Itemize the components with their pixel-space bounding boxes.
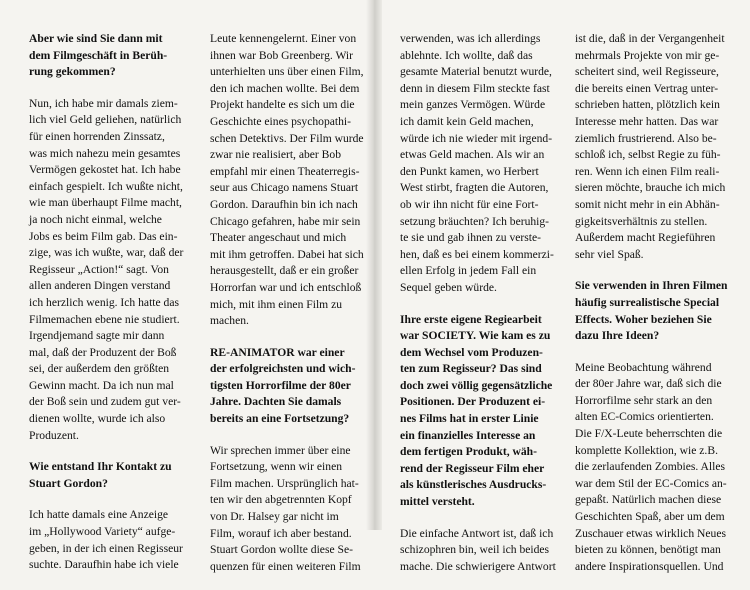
text-line: somit nicht mehr in ein Abhän- <box>575 197 720 211</box>
text-line: ich damit kein Geld machen, <box>400 114 534 128</box>
text-line: sei, der außerdem den größten <box>29 362 170 376</box>
text-line: mehrmals Projekte von mir ge- <box>575 48 720 62</box>
text-line: nes Films hat in erster Linie <box>400 412 539 426</box>
text-line: komplette Kollektion, wie z.B. <box>575 443 718 457</box>
text-line: Chicago gefahren, habe mir sein <box>210 214 361 228</box>
column-2 <box>210 31 372 590</box>
text-line: Gordon. Daraufhin bin ich nach <box>210 197 358 211</box>
text-line: allen anderen Dingen verstand <box>29 279 171 293</box>
text-line: andere Inspirationsquellen. Und <box>575 559 724 573</box>
text-line: der erfolgreichsten und wich- <box>210 362 356 376</box>
text-line: etwas Geld machen. Als wir an <box>400 148 545 162</box>
text-line: Horrorfan war und ich entschloß <box>210 280 362 294</box>
text-line: zige, was ich wußte, war, daß der <box>29 246 184 260</box>
text-line: war dem Stil der EC-Comics an- <box>575 476 727 490</box>
column-3 <box>400 31 562 590</box>
text-line: doch zwei völlig gegensätzliche <box>400 378 553 392</box>
answer-paragraph <box>575 360 737 576</box>
text-line: im „Hollywood Variety“ aufge- <box>29 525 176 539</box>
text-line: mache. Die schwierigere Antwort <box>400 559 556 573</box>
question-paragraph <box>210 345 372 428</box>
text-line: ihnen war Bob Greenberg. Wir <box>210 48 354 62</box>
text-line: Film, worauf ich aber bestand. <box>210 526 352 540</box>
text-line: Irgendjemand sagte mir dann <box>29 329 165 343</box>
answer-paragraph <box>210 31 372 330</box>
text-line: dazu Ihre Ideen? <box>575 329 660 343</box>
text-line: Meine Beobachtung während <box>575 360 712 374</box>
text-line: denn in diesem Film steckte fast <box>400 81 550 95</box>
text-line: seur aus Chicago namens Stuart <box>210 181 359 195</box>
text-line: dem Filmgeschäft in Berüh- <box>29 48 168 62</box>
text-line: Theater angeschaut und mich <box>210 231 347 245</box>
text-line: Gewinn macht. Da ich nun mal <box>29 378 174 392</box>
question-paragraph <box>400 312 562 511</box>
text-line: Film machen. Ursprünglich hat- <box>210 476 359 490</box>
text-line: hen, daß es bei einem kommerzi- <box>400 247 554 261</box>
text-line: unterhielten uns über einen Film, <box>210 65 364 79</box>
text-line: schloß ich, selbst Regie zu füh- <box>575 148 721 162</box>
text-line: ten zum Regisseur? Das sind <box>400 362 542 376</box>
text-line: empfahl mir einen Theaterregis- <box>210 164 360 178</box>
question-paragraph <box>29 31 191 81</box>
text-line: Produzent. <box>29 428 79 442</box>
text-line: Zuschauer etwas wirklich Neues <box>575 526 726 540</box>
text-line: scheitert sind, weil Regisseure, <box>575 65 719 79</box>
text-line: ren. Wenn ich einen Film reali- <box>575 164 720 178</box>
answer-paragraph <box>575 31 737 263</box>
text-line: zwar nie realisiert, aber Bob <box>210 148 342 162</box>
text-line: mal, daß der Produzent der Boß <box>29 345 177 359</box>
text-line: ja noch nicht einmal, welche <box>29 212 162 226</box>
text-line: Die F/X-Leute beherrschten die <box>575 427 723 441</box>
text-line: Horrorfilme sehr stark an den <box>575 393 713 407</box>
text-line: Filmemachen ebene nie studiert. <box>29 312 180 326</box>
text-line: rung gekommen? <box>29 65 116 79</box>
answer-paragraph <box>29 507 191 573</box>
text-line: Ich hatte damals eine Anzeige <box>29 508 169 522</box>
text-line: geben, in der ich einen Regisseur <box>29 541 183 555</box>
text-line: einfach gespielt. Ich wußte nicht, <box>29 179 183 193</box>
text-line: bieten zu können, benötigt man <box>575 543 721 557</box>
text-line: Fortsetzung, wenn wir einen <box>210 460 343 474</box>
text-line: Interesse mehr hatten. Das war <box>575 114 719 128</box>
text-line: würde ich nie wieder mit irgend- <box>400 131 553 145</box>
text-line: dem fertigen Produkt, wäh- <box>400 445 537 459</box>
column-4 <box>575 31 737 590</box>
text-line: von Dr. Halsey gar nicht im <box>210 510 339 524</box>
text-line: wie man überhaupt Filme macht, <box>29 196 182 210</box>
question-paragraph <box>575 278 737 344</box>
text-line: ablehnte. Ich wollte, daß das <box>400 48 533 62</box>
text-line: Wie entstand Ihr Kontakt zu <box>29 460 172 474</box>
text-line: verwenden, was ich allerdings <box>400 32 541 45</box>
question-paragraph <box>29 459 191 492</box>
text-line: Vermögen gekostet hat. Ich habe <box>29 163 181 177</box>
text-line: gesamte Material benutzt wurde, <box>400 65 552 79</box>
text-line: ein finanzielles Interesse an <box>400 428 536 442</box>
text-line: sieren möchte, brauche ich mich <box>575 181 726 195</box>
text-line: die bereits einen Vertrag unter- <box>575 81 719 95</box>
text-line: lich viel Geld geliehen, natürlich <box>29 113 182 127</box>
text-line: schrieben hatten, plötzlich kein <box>575 98 720 112</box>
text-line: ziemlich frustrierend. Also be- <box>575 131 717 145</box>
text-line: schen Detektivs. Der Film wurde <box>210 131 364 145</box>
text-line: für einen horrenden Zinssatz, <box>29 129 165 143</box>
text-line: Leute kennengelernt. Einer von <box>210 32 357 45</box>
text-line: bereits an eine Fortsetzung? <box>210 412 350 426</box>
answer-paragraph <box>400 526 562 576</box>
text-line: Geschichten Spaß, aber um dem <box>575 510 725 524</box>
text-line: suchte. Daraufhin habe ich viele <box>29 558 179 572</box>
text-line: West stirbt, fragten die Autoren, <box>400 181 549 195</box>
text-line: ellen Erfolg in jedem Fall ein <box>400 264 537 278</box>
answer-paragraph <box>29 96 191 444</box>
text-line: häufig surrealistische Special <box>575 295 720 309</box>
text-line: tigsten Horrorfilme der 80er <box>210 378 351 392</box>
text-line: war SOCIETY. Wie kam es zu <box>400 329 551 343</box>
text-line: Geschichte eines psychopathi- <box>210 114 352 128</box>
text-line: herausgestellt, daß er ein großer <box>210 264 359 278</box>
text-line: den ich machen wollte. Bei dem <box>210 81 360 95</box>
text-line: Nun, ich habe mir damals ziem- <box>29 96 178 110</box>
text-line: sehr viel Spaß. <box>575 247 644 261</box>
text-line: ich herzlich wenig. Ich hatte das <box>29 295 180 309</box>
text-line: Aber wie sind Sie dann mit <box>29 32 163 45</box>
text-line: was mich nahezu mein gesamtes <box>29 146 181 160</box>
text-line: ist die, daß in der Vergangenheit <box>575 32 725 45</box>
text-line: rend der Regisseur Film eher <box>400 461 545 475</box>
text-line: Wir sprechen immer über eine <box>210 443 351 457</box>
text-line: Stuart Gordon wollte diese Se- <box>210 543 353 557</box>
text-line: Projekt handelte es sich um die <box>210 98 355 112</box>
text-line: Ihre erste eigene Regiearbeit <box>400 312 542 326</box>
text-line: mittel versteht. <box>400 495 475 509</box>
text-line: alten EC-Comics orientierten. <box>575 410 714 424</box>
text-line: der 80er Jahre war, daß sich die <box>575 377 722 391</box>
text-line: gigkeitsverhältnis zu stellen. <box>575 214 708 228</box>
text-line: dem Wechsel vom Produzen- <box>400 345 543 359</box>
text-line: den Punkt kamen, wo Herbert <box>400 164 539 178</box>
text-line: mit ihm getroffen. Dabei hat sich <box>210 247 364 261</box>
text-line: Sie verwenden in Ihren Filmen <box>575 279 728 293</box>
text-line: Sequel geben würde. <box>400 280 497 294</box>
text-line: dienen wollte, wurde ich also <box>29 412 166 426</box>
text-line: mein ganzes Vermögen. Würde <box>400 98 546 112</box>
text-line: Jobs es beim Film gab. Das ein- <box>29 229 178 243</box>
text-line: machen. <box>210 314 249 328</box>
text-line: ten wir den abgetrennten Kopf <box>210 493 352 507</box>
answer-paragraph <box>400 31 562 297</box>
text-line: Jahre. Dachten Sie damals <box>210 395 342 409</box>
text-line: RE-ANIMATOR war einer <box>210 345 345 359</box>
text-line: der Boß sein und zudem gut ver- <box>29 395 181 409</box>
text-line: die zerlaufenden Zombies. Alles <box>575 460 726 474</box>
text-line: Außerdem macht Regieführen <box>575 231 716 245</box>
text-line: mich, mit ihm einen Film zu <box>210 297 343 311</box>
text-line: schizophren bin, weil ich beides <box>400 543 550 557</box>
text-line: setzung bräuchten? Ich beruhig- <box>400 214 550 228</box>
text-line: gepaßt. Natürlich machen diese <box>575 493 722 507</box>
text-line: Effects. Woher beziehen Sie <box>575 312 712 326</box>
text-line: Regisseur „Action!“ sagt. Von <box>29 262 169 276</box>
text-line: Die einfache Antwort ist, daß ich <box>400 526 554 540</box>
text-line: te sie und gab ihnen zu verste- <box>400 231 542 245</box>
text-line: Positionen. Der Produzent ei- <box>400 395 546 409</box>
text-line: quenzen für einen weiteren Film <box>210 559 361 573</box>
column-1 <box>29 31 191 589</box>
answer-paragraph <box>210 443 372 576</box>
text-line: ob wir ihn nicht für eine Fort- <box>400 197 539 211</box>
text-line: als künstlerisches Ausdrucks- <box>400 478 547 492</box>
text-line: Stuart Gordon? <box>29 476 108 490</box>
